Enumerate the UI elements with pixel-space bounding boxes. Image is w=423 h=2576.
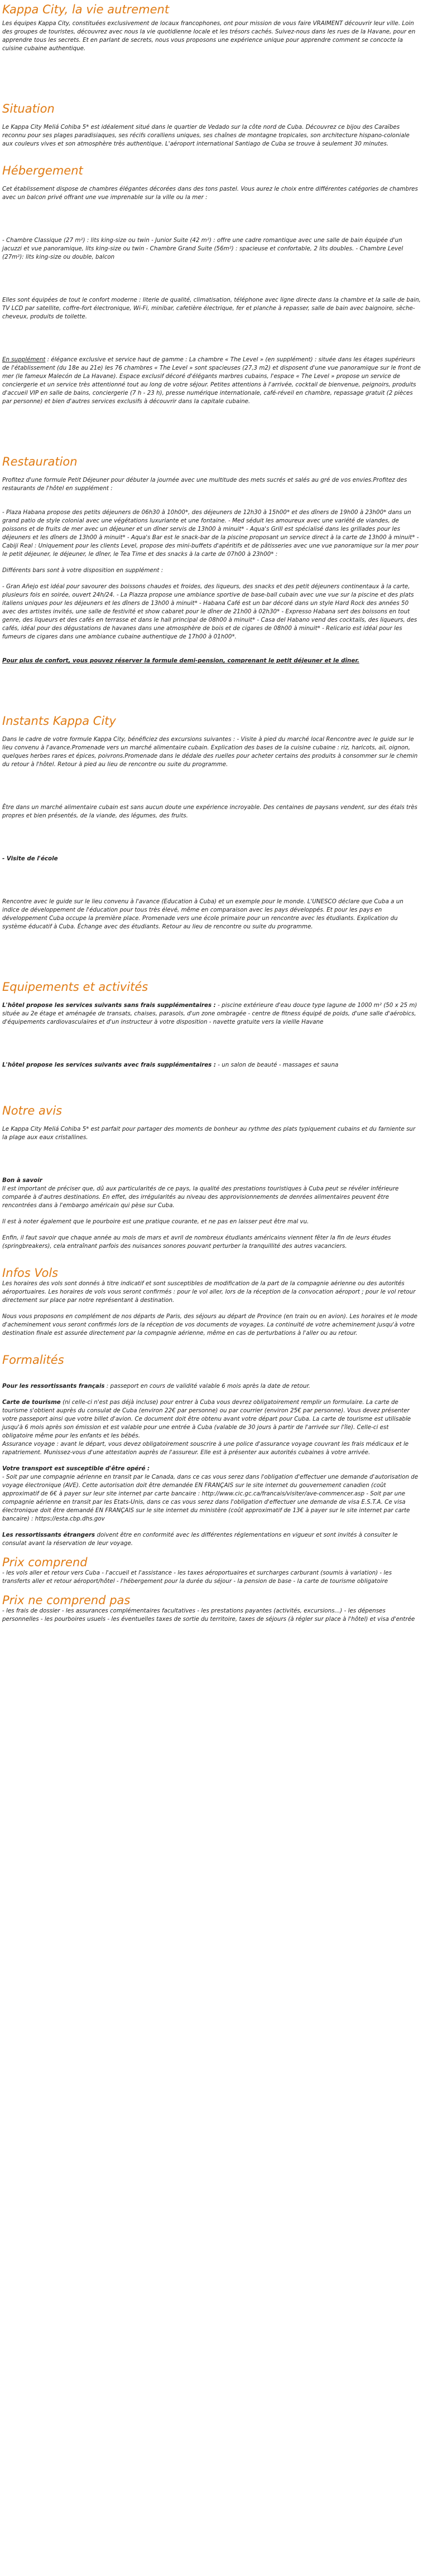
infos-vols-heading: Infos Vols (2, 1266, 59, 1280)
bon-a-savoir-text: Il est important de préciser que, dû aux particularités de ce pays, la qualité des prestations touristiques à Cuba peut se révéler inférieure comparée à d'autres destinations. En effet, des irrégularités au niveau des approvisionnements de denrées alimentaires peuvent être rencontrées dans à l'embargo américain qui pèse sur Cuba. (2, 1185, 399, 1209)
free-services-text: - piscine extérieure d'eau douce type lagune de 1000 m² (50 x 25 m) située au 2e étage et aménagée de transats, chaises, parasols, d'un zone ombragée - centre de fitness équipé de poids, d'une salle d'aérobics, d'équipements cardiovasculaires et d'un instructeur à votre disposition - navette gratuite vers la vieille Havane (2, 1002, 417, 1025)
tip-text: Il est à noter également que le pourboire est une pratique courante, et ne pas en laisser peut être mal vu. (2, 1218, 309, 1225)
school-title: - Visite de l'école (2, 855, 58, 862)
equipements-heading: Equipements et activités (2, 980, 148, 994)
formalites-section (2, 1353, 421, 1548)
restauration-section (2, 455, 421, 665)
french-nationals-label: Pour les ressortissants français (2, 1383, 105, 1389)
restauration-heading: Restauration (2, 455, 78, 468)
tourist-card-label: Carte de tourisme (2, 1399, 61, 1406)
paid-services-text: - un salon de beauté - massages et sauna (216, 1062, 339, 1068)
instants-intro: Dans le cadre de votre formule Kappa City, bénéficiez des excursions suivantes : - Visite à pied du marché local Rencontre avec le guide sur le lieu convenu à l'avance.Promenade vers un marché alimentaire cubain. Explication des bases de la cuisine cubaine : riz, haricots, ail, oignon, quelques herbes rares et épices, poivrons.Promenade dans le dédale des ruelles pour acheter certains des produits à consommer sur le chemin du retour à l'hôtel. Retour à pied au lieu de rencontre ou suite du programme. (2, 736, 418, 768)
paid-services (2, 1061, 421, 1069)
formalites-heading: Formalités (2, 1353, 64, 1367)
restauration-intro: Profitez d'une formule Petit Déjeuner pour débuter la journée avec une multitude des mets sucrés et salés au gré de vos envies.Profitez des restaurants de l'hôtel en supplément : (2, 477, 407, 492)
situation-section (2, 102, 421, 148)
tourist-card-text: (ni celle-ci n'est pas déjà incluse) pour entrer à Cuba vous devrez obligatoirement remplir un formulaire. La carte de tourisme s'obtient auprès du consulat de Cuba (environ 22€ par personne) ou par courrier (environ 25€ par personne). Vous devez présenter votre passeport ainsi que votre billet d'avion. Ce document doit être obtenu avant votre départ pour Cuba. La carte de tourisme est utilisable jusqu'à 6 mois après son émission et est valable pour une entrée à Cuba (valable de 30 jours à partir de l'arrivée sur l'île). Celle-ci est obligatoire même pour les enfants et les bébés. (2, 1399, 411, 1439)
room-equipment: Elles sont équipées de tout le confort moderne : literie de qualité, climatisation, téléphone avec ligne directe dans la chambre et la salle de bain, TV LCD par satellite, coffre-fort électronique, Wi-Fi, minibar, cafetière électrique, fer et planche à repasser, salle de bain avec baignoire, sèche-cheveux, produits de toilette. (2, 297, 421, 320)
restaurants-list: - Plaza Habana propose des petits déjeuners de 06h30 à 10h00*, des déjeuners de 12h30 à 15h00* et des dîners de 19h00 à 23h00* dans un grand patio de style colonial avec une végétations luxuriante et une fontaine. - Med séduit les amoureux avec une variété de viandes, de poissons et de fruits de mer avec un déjeuner et un dîner servis de 13h00 à minuit* - Aqua's Grill est spécialisé dans les grillades pour les déjeuners et les dîners de 13h00 à minuit* - Aqua's Bar est le snack-bar de la piscine proposant un service direct à la carte de 13h00 à minuit* - Cabiji Real : Uniquement pour les clients Level, propose des mini-buffets d'apéritifs et de pâtisseries avec une vue panoramique sur la mer pour le petit déjeuner, le déjeuner, le dîner, le Tea Time et des snacks à la carte de 07h00 à 23h00* : (2, 509, 419, 558)
transit-label: Votre transport est susceptible d'être opéré : (2, 1465, 150, 1472)
supplement-text: : élégance exclusive et service haut de gamme : La chambre « The Level » (en supplément) : située dans les étages supérieurs de l'établissement (du 18e au 21e) les 76 chambres « The Level » sont spacieuses (27,3 m2) et disposent d'une vue panoramique sur le front de mer (le fameux Malecón de La Havane). Espace exclusif décoré d'élégants marbres cubains, l'espace « The Level » propose un service de conciergerie et un service très attentionné tout au long de votre séjour. Petites attentions à l'arrivée, cocktail de bienvenue, peignoirs, produits d'accueil VIP en salle de bains, conciergerie (7 h - 23 h), presse numérique internationale, café-réveil en chambre, repassage gratuit (2 pièces par personne) et bien d'autres services exclusifs à découvrir dans la capitale cubaine. (2, 356, 421, 405)
prix-comprend-list: - les vols aller et retour vers Cuba - l'accueil et l'assistance - les taxes aéroportuaires et surcharges carburant (soumis à variation) - les transferts aller et retour aéroport/hôtel - l'hébergement pour la durée du séjour - la pension de base - la carte de tourisme obligatoire (2, 1570, 392, 1585)
page-title: Kappa City, la vie autrement (2, 3, 170, 16)
intro-text: Les équipes Kappa City, constituées exclusivement de locaux francophones, ont pour mission de vous faire VRAIMENT découvrir leur ville. Loin des groupes de touristes, découvrez avec nous la vie quotidienne locale et les trésors cachés. Suivez-nous dans les rues de la Havane, pour en apprendre tous les secrets. Et en parlant de secrets, nous vous proposons une expérience unique pour apprendre comment se concocte la cuisine cubaine authentique. (2, 20, 416, 52)
equipements-section (2, 980, 421, 1069)
bars-intro: Différents bars sont à votre disposition en supplément : (2, 567, 164, 574)
notre-avis-section (2, 1104, 421, 1251)
transit-text: - Soit par une compagnie aérienne en transit par le Canada, dans ce cas vous serez dans l'obligation d'effectuer une demande d'autorisation de voyage électronique (AVE). Cette autorisation doit être demandée EN FRANÇAIS sur le site internet du gouvernement canadien (coût approximatif de 6€ à payer sur leur site internet par carte bancaire : http://www.cic.gc.ca/francais/visiter/ave-commencer.asp - Soit par une compagnie aérienne en transit par les Etats-Unis, dans ce cas vous serez dans l'obligation d'effectuer une demande de visa E.S.T.A. Ce visa électronique doit être demandé EN FRANÇAIS sur le site internet du ministère (coût approximatif de 13€ à payer sur le site internet par carte bancaire) : https://esta.cbp.dhs.gov (2, 1474, 419, 1522)
notre-avis-text: Le Kappa City Meliá Cohiba 5* est parfait pour partager des moments de bonheur au rythme des plats typiquement cubains et du farniente sur la plage aux eaux cristallines. (2, 1126, 416, 1141)
insurance-text: Assurance voyage : avant le départ, vous devez obligatoirement souscrire à une police d'assurance voyage couvrant les frais médicaux et le rapatriement. Munissez-vous d'une attestation auprès de l'assureur. Elle est à présenter aux autorités cubaines à votre arrivée. (2, 1441, 409, 1456)
hebergement-heading: Hébergement (2, 164, 83, 177)
foreign-nationals (2, 1531, 421, 1548)
tourist-card (2, 1398, 421, 1440)
prix-ne-comprend-heading: Prix ne comprend pas (2, 1594, 131, 1607)
half-board-note: Pour plus de confort, vous pouvez réserver la formule demi-pension, comprenant le petit déjeuner et le dîner. (2, 657, 359, 664)
season-text: Enfin, il faut savoir que chaque année au mois de mars et avril de nombreux étudiants américains viennent fêter la fin de leurs études (springbreakers), cela entraînant parfois des nuisances sonores pouvant perturber la tranquillité des autres vacanciers. (2, 1234, 391, 1250)
foreign-nationals-label: Les ressortissants étrangers (2, 1532, 95, 1538)
school-text: Rencontre avec le guide sur le lieu convenu à l'avance (Education à Cuba) et un exemple pour le monde. L'UNESCO déclare que Cuba a un indice de développement de l'éducation pour tous très élevé, même en comparaison avec les pays développés. Et pour les pays en développement Cuba occupe la première place. Promenade vers une école primaire pour un rencontre avec les étudiants. Explication du système éducatif à Cuba. Échange avec des étudiants. Retour au lieu de rencontre ou suite du programme. (2, 898, 403, 930)
french-nationals-text: : passeport en cours de validité valable 6 mois après la date de retour. (104, 1383, 310, 1389)
french-nationals (2, 1382, 421, 1391)
infos-vols-text: Les horaires des vols sont donnés à titre indicatif et sont susceptibles de modification de la part de la compagnie aérienne ou des autorités aéroportuaires. Les horaires de vols vous seront confirmés : pour le vol aller, lors de la réception de la convocation aéroport ; pour le vol retour directement sur place par notre représentant à destination. (2, 1280, 416, 1304)
bars-list: - Gran Añejo est idéal pour savourer des boissons chaudes et froides, des liqueurs, des snacks et des petit déjeuners continentaux à la carte, plusieurs fois en soirée, ouvert 24h/24. - La Piazza propose une ambiance sportive de base-ball cubain avec une vue sur la piscine et des plats italiens uniques pour les déjeuners et les dîners de 13h00 à minuit* - Habana Café est un bar décoré dans un style Hard Rock des années 50 avec des artistes invités, une salle de festivité et show cabaret pour le dîner de 21h00 à 02h30* - Expresso Habana sert des boissons en tout genre, des liqueurs et des cafés en terrasse et dans le hall principal de 08h00 à minuit* - Casa del Habano vend des cocktails, des liqueurs, des cafés, idéal pour des dégustations de havanes dans une atmosphère de bois et de cigares de 08h00 à minuit* - Relicario est idéal pour les fumeurs de cigares dans une ambiance cubaine authentique de 17h00 à 01h00*. (2, 583, 417, 640)
infos-vols-section (2, 1266, 421, 1338)
instants-section (2, 714, 421, 931)
infos-vols-text-2: Nous vous proposons en complément de nos départs de Paris, des séjours au départ de Province (en train ou en avion). Les horaires et le mode d'acheminement vous seront confirmés lors de la réception de vos documents de voyages. La continuité de votre acheminement jusqu'à votre destination finale est assurée directement par la compagnie aérienne, même en cas de perturbations à l'aller ou au retour. (2, 1313, 417, 1337)
situation-text: Le Kappa City Meliá Cohiba 5* est idéalement situé dans le quartier de Vedado sur la côte nord de Cuba. Découvrez ce bijou des Caraïbes reconnu pour ses plages paradisiaques, ses récifs coralliens uniques, ses chaînes de montagne tropicales, son architecture hispano-coloniale aux couleurs vives et son atmosphère très authentique. L'aéroport international Santiago de Cuba se trouve à seulement 30 minutes. (2, 124, 410, 147)
hebergement-section (2, 164, 421, 406)
bon-a-savoir-label: Bon à savoir (2, 1177, 42, 1184)
foreign-nationals-text: doivent être en conformité avec les différentes réglementations en vigueur et sont invités à consulter le consulat avant la réservation de leur voyage. (2, 1532, 398, 1547)
prix-ne-comprend-list: - les frais de dossier - les assurances complémentaires facultatives - les prestations payantes (activités, excursions...) - les dépenses personnelles - les pourboires usuels - les éventuelles taxes de sortie du territoire, taxes de séjours (à régler sur place à l'hôtel) et visa d'entrée (2, 1607, 415, 1623)
rooms-list: - Chambre Classique (27 m²) : lits king-size ou twin - Junior Suite (42 m²) : offre une cadre romantique avec une salle de bain équipée d'un jacuzzi et vue panoramique, lits king-size ou twin - Chambre Grand Suite (56m²) : spacieuse et confortable, 2 lits doubles. - Chambre Level (27m²): lits king-size ou double, balcon (2, 237, 403, 260)
prix-comprend-section (2, 1556, 421, 1586)
notre-avis-heading: Notre avis (2, 1104, 63, 1117)
free-services (2, 1001, 421, 1026)
prix-ne-comprend-section (2, 1594, 421, 1624)
prix-comprend-heading: Prix comprend (2, 1556, 88, 1569)
instants-heading: Instants Kappa City (2, 714, 116, 728)
market-text: Être dans un marché alimentaire cubain est sans aucun doute une expérience incroyable. Des centaines de paysans vendent, sur des étals très propres et bien présentés, de la viande, des légumes, des fruits. (2, 804, 417, 819)
hebergement-intro: Cet établissement dispose de chambres élégantes décorées dans des tons pastel. Vous aurez le choix entre différentes catégories de chambres avec un balcon privé offrant une vue imprenable sur la ville ou la mer : (2, 186, 418, 201)
situation-heading: Situation (2, 102, 55, 115)
paid-services-label: L'hôtel propose les services suivants avec frais supplémentaires : (2, 1062, 217, 1068)
supplement-label: En supplément (2, 356, 46, 363)
supplement-paragraph (2, 356, 421, 406)
free-services-label: L'hôtel propose les services suivants sans frais supplémentaires : (2, 1002, 216, 1009)
